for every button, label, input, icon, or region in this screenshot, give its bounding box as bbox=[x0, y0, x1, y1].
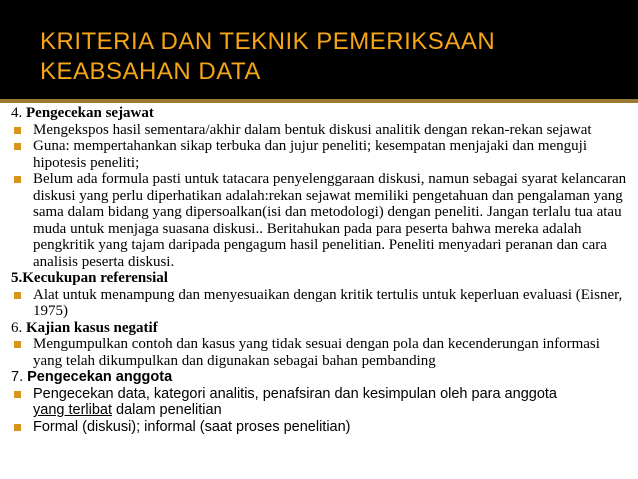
bullet-item bbox=[11, 287, 631, 320]
bullet-item bbox=[11, 386, 631, 419]
section-title: Kajian kasus negatif bbox=[26, 319, 158, 336]
bullet-text: Mengumpulkan contoh dan kasus yang tidak sesuai dengan pola dan kecenderungan informasi yang telah dikumpulkan dan digunakan sebagai bahan pembanding bbox=[33, 336, 600, 369]
slide-title-line-2: KEABSAHAN DATA bbox=[40, 58, 261, 85]
bullet-text: Belum ada formula pasti untuk tatacara penyelenggaraan diskusi, namun sebagai syarat kelancaran diskusi yang perlu diperhatikan adalah:rekan sejawat memiliki pengetahuan dan pengalaman yang sama dalam bidang yang dipersoalkan(isi dan metodologi) dengan peneliti. Jangan terlalu tua atau muda untuk menjaga suasana diskusi.. Beritahukan pada para peserta bahwa mereka adalah pengkritik yang tajam daripada pengagum hasil penelitian. Peneliti menyadari peranan dan cara analisis peserta diskusi. bbox=[33, 171, 627, 270]
bullet-item bbox=[11, 138, 631, 171]
underlined-text: yang terlibat bbox=[33, 402, 112, 418]
square-bullet-icon bbox=[14, 292, 21, 299]
slide-title-line-1: KRITERIA DAN TEKNIK PEMERIKSAAN bbox=[40, 28, 496, 55]
square-bullet-icon bbox=[14, 424, 21, 431]
bullet-item bbox=[11, 171, 631, 270]
section-heading-5 bbox=[11, 270, 631, 287]
section-heading-6 bbox=[11, 320, 631, 337]
bullet-text: Alat untuk menampung dan menyesuaikan dengan kritik tertulis untuk keperluan evaluasi (Eisner, 1975) bbox=[33, 286, 623, 319]
title-bar bbox=[0, 0, 638, 99]
bullet-text: Guna: mempertahankan sikap terbuka dan jujur peneliti; kesempatan menjajaki dan menguji hipotesis peneliti; bbox=[33, 138, 587, 171]
square-bullet-icon bbox=[14, 391, 21, 398]
bullet-item bbox=[11, 122, 631, 139]
square-bullet-icon bbox=[14, 176, 21, 183]
section-number: 6. bbox=[11, 319, 23, 336]
section-heading-7 bbox=[11, 369, 631, 386]
section-number: 7. bbox=[11, 369, 24, 385]
bullet-text: Pengecekan data, kategori analitis, penafsiran dan kesimpulan oleh para anggota bbox=[33, 385, 557, 402]
section-title: Pengecekan anggota bbox=[27, 369, 173, 385]
square-bullet-icon bbox=[14, 341, 21, 348]
section-number: 5. bbox=[11, 270, 23, 286]
bullet-text: Mengekspos hasil sementara/akhir dalam bentuk diskusi analitik dengan rekan-rekan sejawat bbox=[33, 121, 592, 138]
section-number: 4. bbox=[11, 105, 23, 121]
bullet-text: Formal (diskusi); informal (saat proses penelitian) bbox=[33, 418, 351, 435]
bullet-item bbox=[11, 419, 631, 436]
title-separator bbox=[0, 99, 638, 103]
section-heading-4 bbox=[11, 105, 631, 122]
section-title: Kecukupan referensial bbox=[22, 270, 168, 286]
bullet-text-continued: dalam penelitian bbox=[112, 402, 222, 418]
section-title: Pengecekan sejawat bbox=[26, 105, 154, 121]
square-bullet-icon bbox=[14, 143, 21, 150]
square-bullet-icon bbox=[14, 127, 21, 134]
slide-body bbox=[11, 105, 631, 435]
bullet-item bbox=[11, 336, 631, 369]
